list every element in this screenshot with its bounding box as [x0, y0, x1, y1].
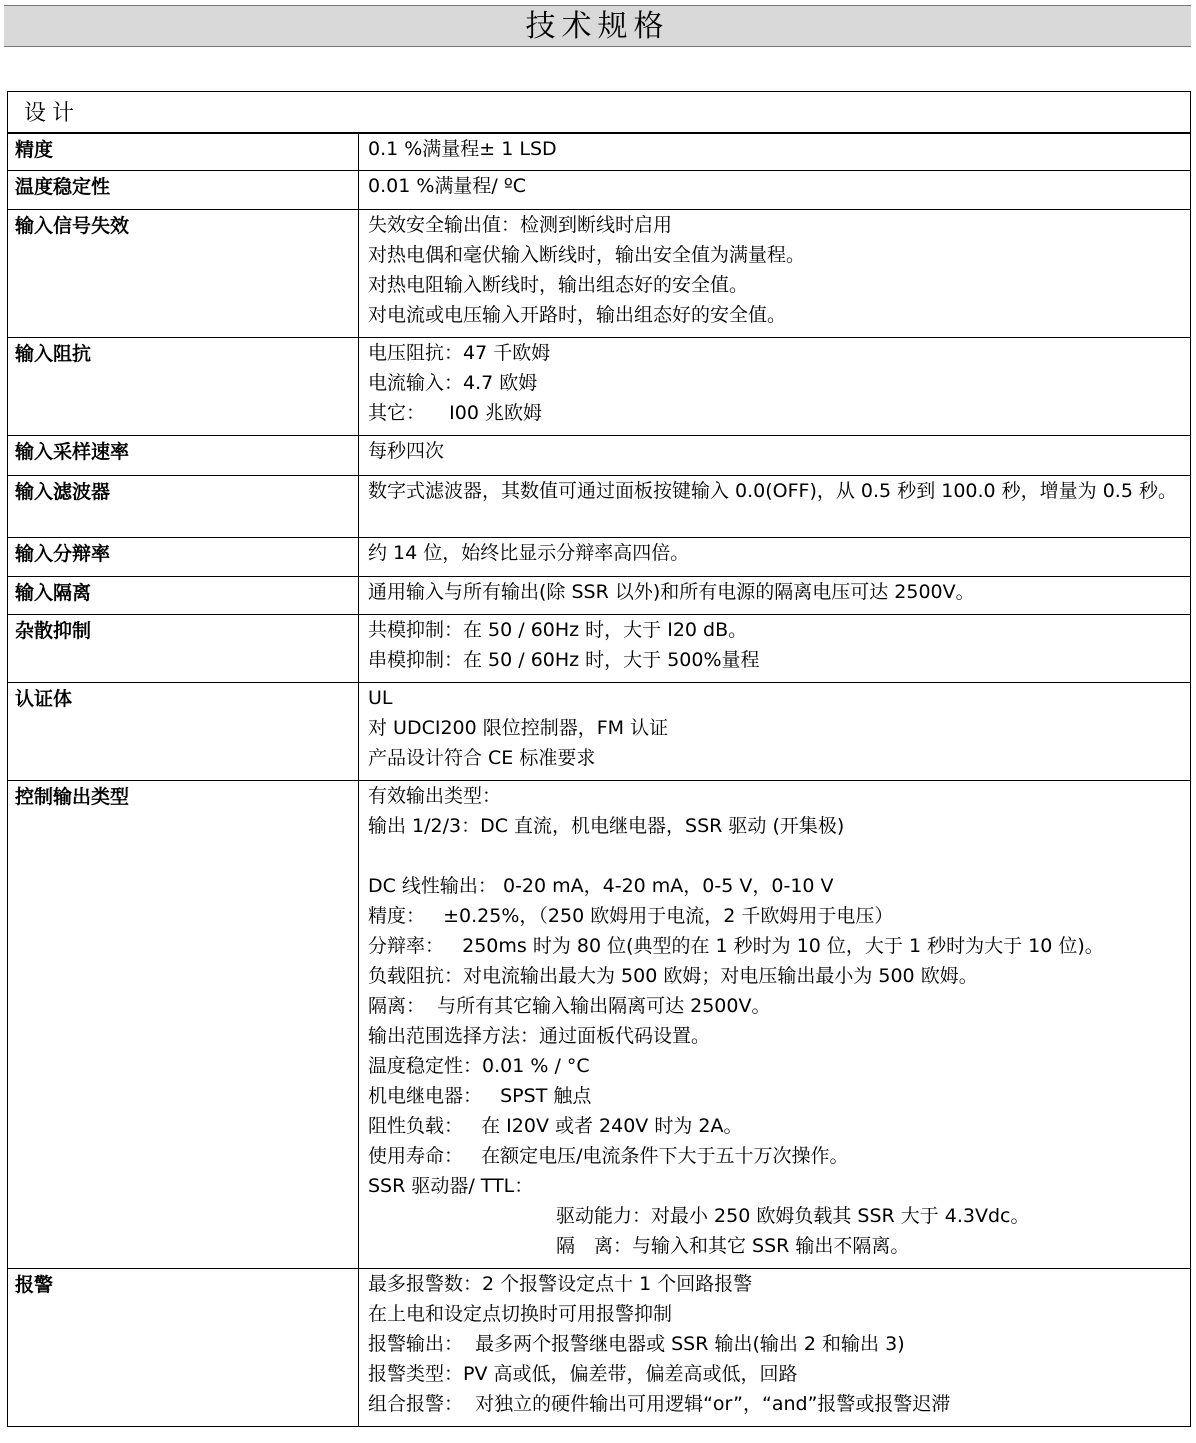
spec-label: 输入滤波器: [8, 476, 359, 538]
spec-label: 输入分辩率: [8, 538, 359, 577]
spec-value: [359, 615, 1191, 683]
spec-row-input-failure: [8, 210, 1191, 338]
value-line: 阻性负载： 在 I20V 或者 240V 时为 2A。: [368, 1115, 743, 1137]
spec-value: [359, 1269, 1191, 1427]
spec-row-noise-rejection: [8, 615, 1191, 683]
title-bar: [4, 5, 1191, 47]
value-line: 约 14 位，始终比显示分辩率高四倍。: [368, 542, 690, 564]
value-line: 组合报警： 对独立的硬件输出可用逻辑“or”，“and”报警或报警迟滞: [368, 1393, 951, 1415]
spec-value: [359, 538, 1191, 577]
spec-label: 杂散抑制: [8, 615, 359, 683]
section-header-row: [8, 92, 1191, 133]
section-title: 设计: [8, 92, 1191, 133]
spec-value: [359, 338, 1191, 436]
value-line: 通用输入与所有输出(除 SSR 以外)和所有电源的隔离电压可达 2500V。: [368, 581, 975, 603]
spec-row-temp-stability: [8, 171, 1191, 210]
value-line: 其它： I00 兆欧姆: [368, 402, 542, 424]
value-line: 负载阻抗：对电流输出最大为 500 欧姆；对电压输出最小为 500 欧姆。: [368, 965, 978, 987]
spec-row-input-impedance: [8, 338, 1191, 436]
spec-label: 精度: [8, 133, 359, 171]
value-line: 串模抑制：在 50 / 60Hz 时，大于 500%量程: [368, 649, 760, 671]
spec-label: 输入阻抗: [8, 338, 359, 436]
value-line: 报警类型：PV 高或低，偏差带，偏差高或低，回路: [368, 1363, 798, 1385]
spec-label: 控制输出类型: [8, 781, 359, 1269]
value-line: 报警输出： 最多两个报警继电器或 SSR 输出(输出 2 和输出 3): [368, 1333, 905, 1355]
value-line: DC 线性输出： 0-20 mA，4-20 mA，0-5 V，0-10 V: [368, 875, 834, 897]
value-line: 输出 1/2/3：DC 直流，机电继电器，SSR 驱动 (开集极): [368, 815, 845, 837]
spec-row-sample-rate: [8, 436, 1191, 476]
value-line: 0.1 %满量程± 1 LSD: [368, 137, 557, 160]
spec-value: [359, 133, 1191, 171]
spec-row-input-filter: [8, 476, 1191, 538]
value-line: 每秒四次: [368, 440, 445, 462]
value-line: 对热电阻输入断线时，输出组态好的安全值。: [368, 274, 749, 296]
page-title: 技术规格: [525, 9, 670, 44]
value-line: [368, 841, 1184, 871]
spec-label: 输入信号失效: [8, 210, 359, 338]
value-line: 温度稳定性：0.01 % / °C: [368, 1055, 590, 1077]
spec-row-control-output: [8, 781, 1191, 1269]
value-line: 对电流或电压输入开路时，输出组态好的安全值。: [368, 304, 787, 326]
spec-label: 输入采样速率: [8, 436, 359, 476]
spec-value: [359, 683, 1191, 781]
spec-row-accuracy: [8, 133, 1191, 171]
value-line: SSR 驱动器/ TTL：: [368, 1175, 534, 1197]
spec-label: 报警: [8, 1269, 359, 1427]
value-line: 0.01 %满量程/ ºC: [368, 175, 527, 197]
spec-row-input-isolation: [8, 577, 1191, 615]
value-line: 隔离： 与所有其它输入输出隔离可达 2500V。: [368, 995, 771, 1017]
spec-row-alarms: [8, 1269, 1191, 1427]
value-line: UL: [368, 687, 393, 709]
value-line: 机电继电器： SPST 触点: [368, 1085, 592, 1107]
value-line: 电压阻抗：47 千欧姆: [368, 342, 551, 364]
value-line: 在上电和设定点切换时可用报警抑制: [368, 1303, 673, 1325]
value-line: 使用寿命： 在额定电压/电流条件下大于五十万次操作。: [368, 1145, 849, 1167]
value-line: 驱动能力：对最小 250 欧姆负载其 SSR 大于 4.3Vdc。: [556, 1205, 1030, 1227]
spec-value: [359, 476, 1191, 538]
value-line: 对 UDCI200 限位控制器，FM 认证: [368, 717, 669, 739]
spec-label: 认证体: [8, 683, 359, 781]
value-line: 产品设计符合 CE 标准要求: [368, 747, 596, 769]
value-line: 精度： ±0.25%，（250 欧姆用于电流，2 千欧姆用于电压）: [368, 905, 894, 927]
spec-value: [359, 210, 1191, 338]
spec-value: [359, 436, 1191, 476]
value-line: 隔 离：与输入和其它 SSR 输出不隔离。: [556, 1235, 910, 1257]
spec-value: [359, 171, 1191, 210]
value-line: 失效安全输出值：检测到断线时启用: [368, 214, 673, 236]
spec-label: 温度稳定性: [8, 171, 359, 210]
spec-row-approvals: [8, 683, 1191, 781]
value-line: 电流输入：4.7 欧姆: [368, 372, 538, 394]
spec-value: [359, 577, 1191, 615]
value-line: 分辩率： 250ms 时为 80 位(典型的在 1 秒时为 10 位，大于 1 秒时为大于 10 位)。: [368, 935, 1104, 957]
value-line: 对热电偶和毫伏输入断线时，输出安全值为满量程。: [368, 244, 806, 266]
spec-value: [359, 781, 1191, 1269]
spec-label: 输入隔离: [8, 577, 359, 615]
spec-table: [7, 91, 1191, 1427]
value-line: 最多报警数：2 个报警设定点十 1 个回路报警: [368, 1273, 753, 1295]
value-line: 数字式滤波器，其数值可通过面板按键输入 0.0(OFF)，从 0.5 秒到 100.0 秒，增量为 0.5 秒。: [368, 480, 1177, 502]
value-line: 输出范围选择方法：通过面板代码设置。: [368, 1025, 711, 1047]
value-line: 有效输出类型：: [368, 785, 502, 807]
spec-row-input-resolution: [8, 538, 1191, 577]
value-line: 共模抑制：在 50 / 60Hz 时，大于 I20 dB。: [368, 619, 748, 641]
